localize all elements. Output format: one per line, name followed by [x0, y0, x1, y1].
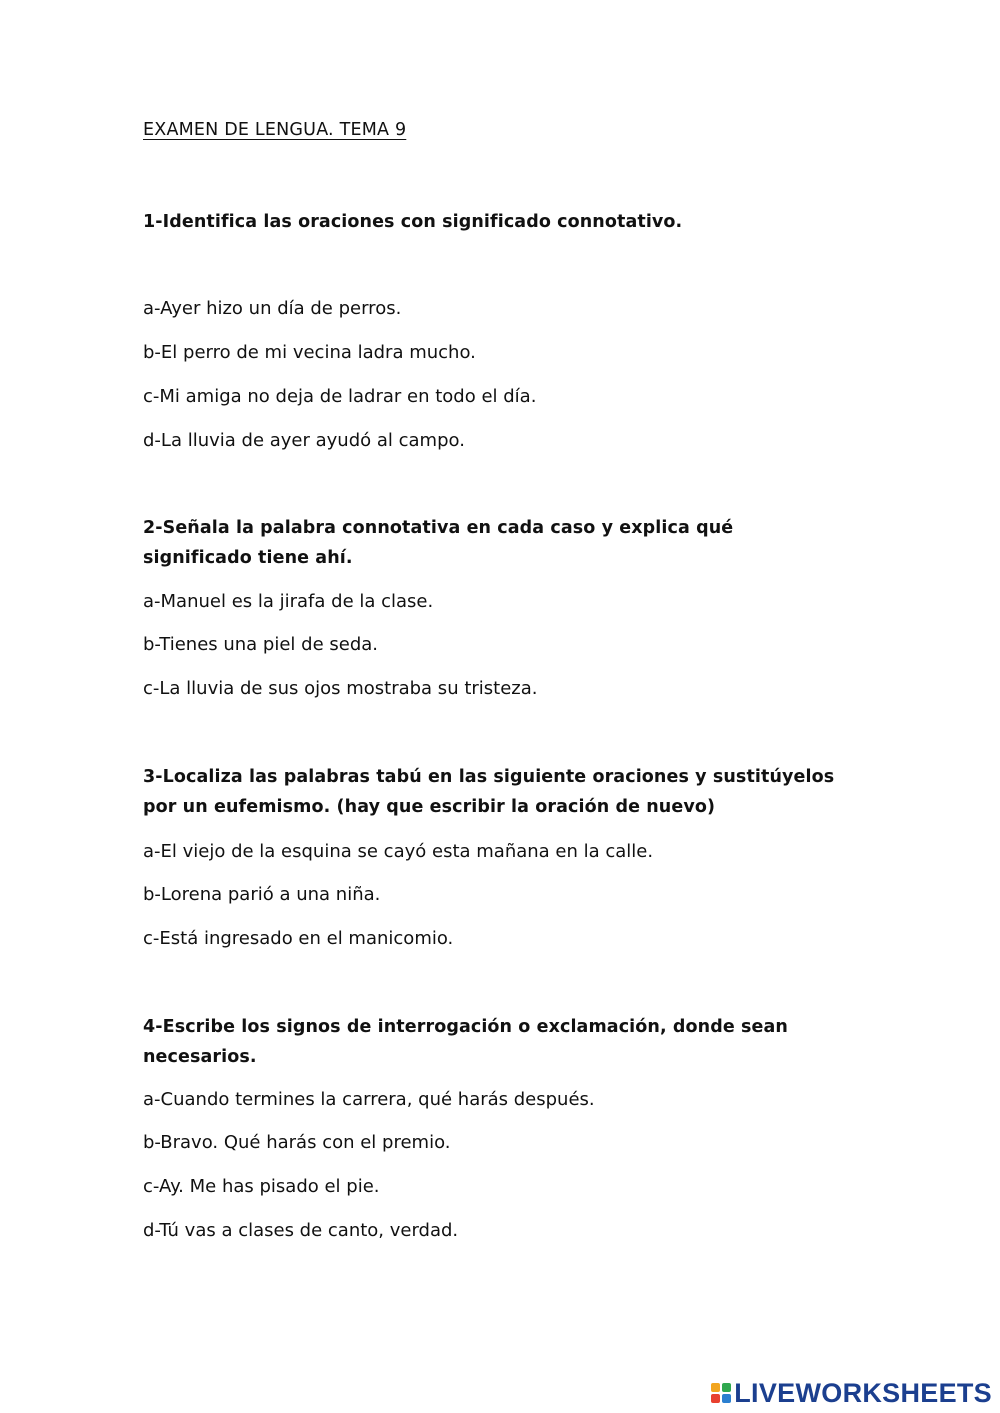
question-4-item-d: d-Tú vas a clases de canto, verdad.: [143, 1220, 459, 1241]
logo-wordmark: LIVEWORKSHEETS: [734, 1378, 992, 1408]
question-1-item-d: d-La lluvia de ayer ayudó al campo.: [143, 430, 465, 451]
question-3-item-b: b-Lorena parió a una niña.: [143, 884, 381, 905]
question-1-prompt: 1-Identifica las oraciones con significado connotativo.: [143, 212, 683, 232]
question-2-item-a: a-Manuel es la jirafa de la clase.: [143, 591, 434, 612]
logo-block-2: [722, 1383, 731, 1392]
question-3-item-a: a-El viejo de la esquina se cayó esta mañana en la calle.: [143, 841, 654, 862]
liveworksheets-logo[interactable]: [711, 1379, 992, 1407]
logo-block-1: [711, 1383, 720, 1392]
question-3-item-c: c-Está ingresado en el manicomio.: [143, 928, 454, 949]
question-4-prompt: 4-Escribe los signos de interrogación o exclamación, donde sean necesarios.: [143, 1017, 788, 1067]
question-4-item-a: a-Cuando termines la carrera, qué harás después.: [143, 1089, 595, 1110]
question-2-item-b: b-Tienes una piel de seda.: [143, 634, 379, 655]
question-4-item-c: c-Ay. Me has pisado el pie.: [143, 1176, 380, 1197]
question-2-prompt: 2-Señala la palabra connotativa en cada caso y explica qué significado tiene ahí.: [143, 518, 734, 568]
worksheet-title: EXAMEN DE LENGUA. TEMA 9: [143, 120, 407, 140]
logo-block-4: [722, 1394, 731, 1403]
question-1-item-c: c-Mi amiga no deja de ladrar en todo el día.: [143, 386, 537, 407]
question-2-item-c: c-La lluvia de sus ojos mostraba su tristeza.: [143, 678, 538, 699]
question-4-item-b: b-Bravo. Qué harás con el premio.: [143, 1132, 451, 1153]
liveworksheets-blocks-icon: [711, 1383, 731, 1403]
question-3-prompt: 3-Localiza las palabras tabú en las siguiente oraciones y sustitúyelos por un eufemismo. (hay que escribir la oración de nuevo): [143, 767, 835, 817]
question-1-item-b: b-El perro de mi vecina ladra mucho.: [143, 342, 476, 363]
logo-block-3: [711, 1394, 720, 1403]
question-1-item-a: a-Ayer hizo un día de perros.: [143, 298, 402, 319]
